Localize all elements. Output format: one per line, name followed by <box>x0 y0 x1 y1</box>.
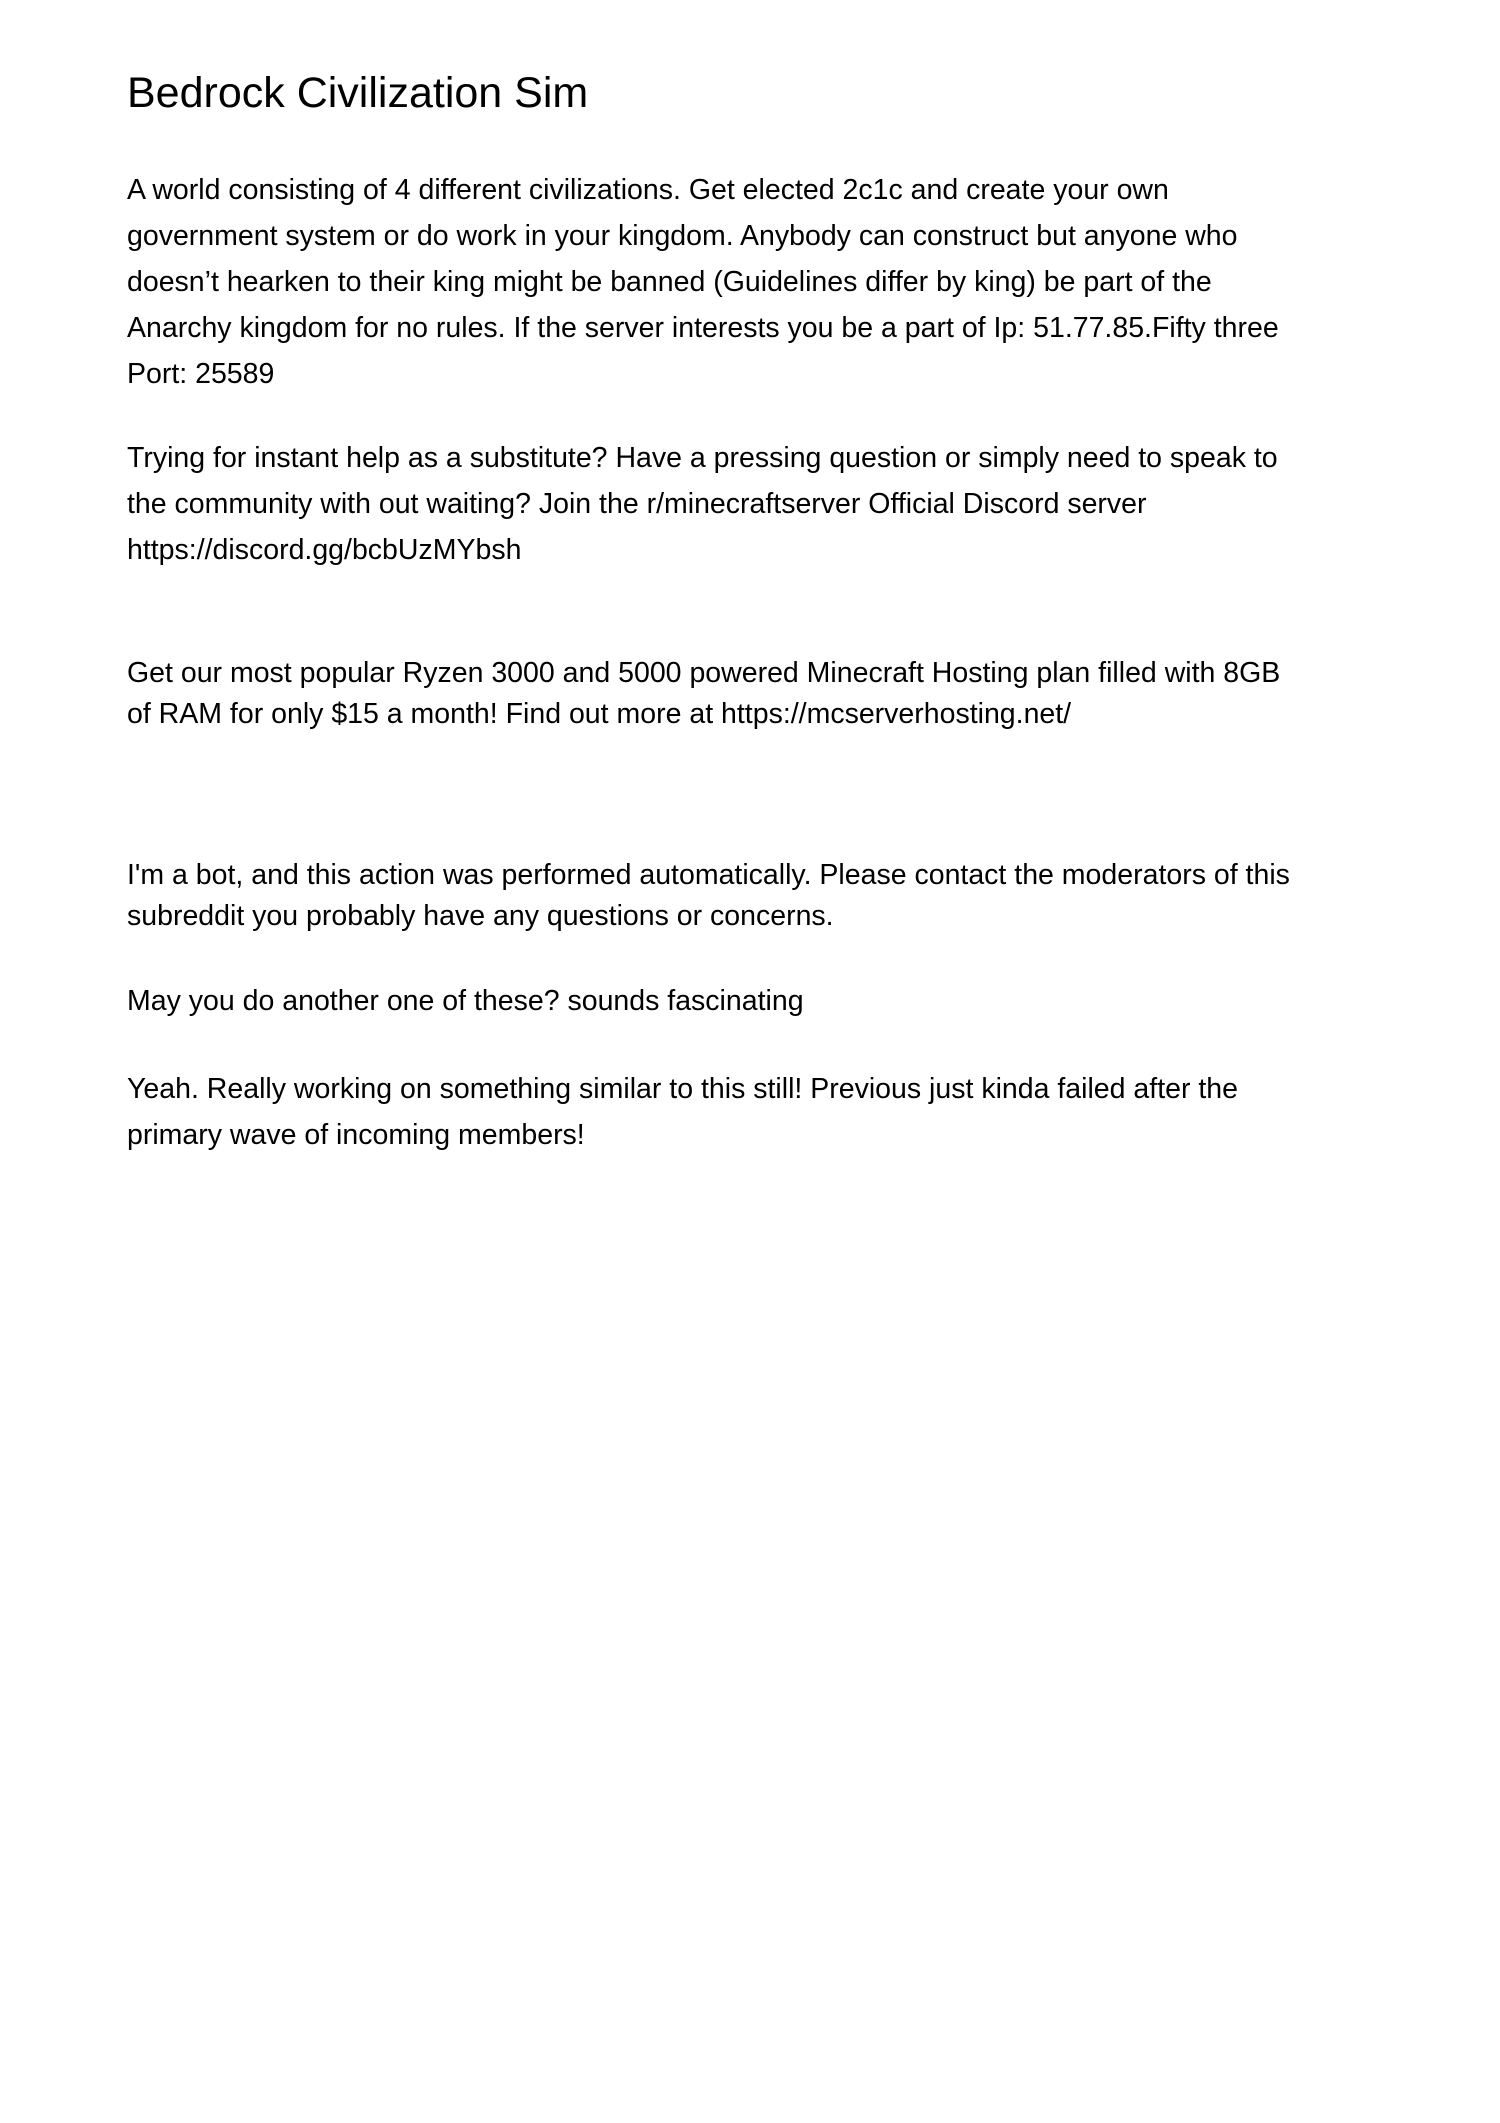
text-line: Get our most popular Ryzen 3000 and 5000 powered Minecraft Hosting plan filled with 8GB <box>127 657 1281 689</box>
paragraph-comment-request <box>127 981 804 1022</box>
text-line: May you do another one of these? sounds fascinating <box>127 985 804 1017</box>
text-line: Port: 25589 <box>127 358 275 390</box>
text-line: Anarchy kingdom for no rules. If the server interests you be a part of Ip: 51.77.85.Fifty three <box>127 312 1279 344</box>
text-line: government system or do work in your kingdom. Anybody can construct but anyone who <box>127 220 1238 252</box>
text-line: Trying for instant help as a substitute? Have a pressing question or simply need to speak to <box>127 442 1278 474</box>
text-line: the community with out waiting? Join the r/minecraftserver Official Discord server <box>127 488 1147 520</box>
text-line: A world consisting of 4 different civilizations. Get elected 2c1c and create your own <box>127 174 1169 206</box>
text-line: doesn’t hearken to their king might be banned (Guidelines differ by king) be part of the <box>127 266 1212 298</box>
text-line: subreddit you probably have any questions or concerns. <box>127 900 834 932</box>
text-line: https://discord.gg/bcbUzMYbsh <box>127 534 522 566</box>
paragraph-comment-reply <box>127 1066 1238 1158</box>
paragraph-discord-invite <box>127 435 1278 573</box>
text-line: of RAM for only $15 a month! Find out more at https://mcserverhosting.net/ <box>127 698 1072 730</box>
text-line: Yeah. Really working on something similar to this still! Previous just kinda failed after the <box>127 1073 1238 1105</box>
document-title: Bedrock Civilization Sim <box>127 69 589 117</box>
paragraph-bot-notice <box>127 855 1290 937</box>
text-line: I'm a bot, and this action was performed automatically. Please contact the moderators of this <box>127 859 1290 891</box>
paragraph-server-description <box>127 167 1279 397</box>
text-line: primary wave of incoming members! <box>127 1119 585 1151</box>
paragraph-hosting-ad <box>127 653 1280 735</box>
